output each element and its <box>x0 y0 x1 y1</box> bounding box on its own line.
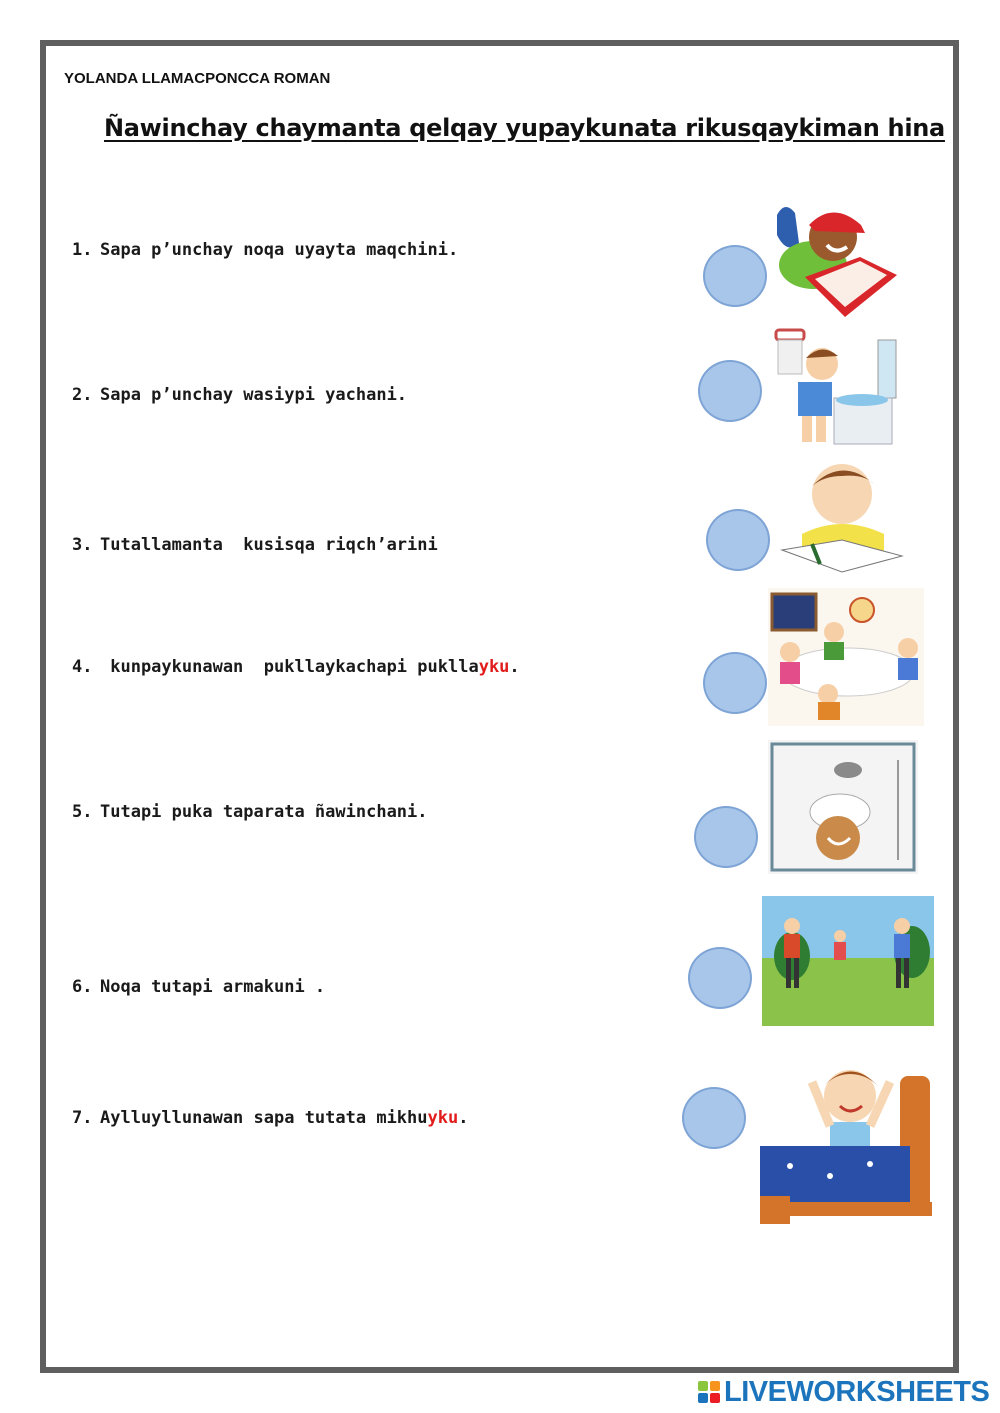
liveworksheets-logo-icon <box>698 1381 720 1403</box>
item-text: Tutapi puka taparata ñawinchani. <box>100 802 428 822</box>
item-text: kunpaykunawan pukllaykachapi puklla <box>100 657 479 677</box>
kids-playing-park-icon <box>762 896 934 1026</box>
item-text: Tutallamanta kusisqa riqch’arini <box>100 535 438 555</box>
item-text: Aylluyllunawan sapa tutata mikhu <box>100 1108 428 1128</box>
item-number: 4. <box>72 657 93 677</box>
item-number: 1. <box>72 240 93 260</box>
brand-text: LIVEWORKSHEETS <box>724 1375 990 1408</box>
item-number: 5. <box>72 802 93 822</box>
answer-circle-1[interactable] <box>703 245 767 307</box>
boy-waking-up-bed-icon <box>760 1046 936 1226</box>
boy-writing-icon <box>772 460 912 578</box>
item-6 <box>72 977 325 997</box>
answer-circle-5[interactable] <box>694 806 758 868</box>
family-dinner-icon <box>768 588 924 726</box>
item-highlight: yku <box>427 1108 459 1128</box>
item-7 <box>72 1108 468 1128</box>
item-text: Sapa p’unchay wasiypi yachani. <box>100 385 408 405</box>
item-number: 6. <box>72 977 93 997</box>
item-number: 3. <box>72 535 93 555</box>
answer-circle-6[interactable] <box>688 947 752 1009</box>
item-5 <box>72 802 428 822</box>
item-number: 7. <box>72 1108 93 1128</box>
item-2 <box>72 385 407 405</box>
item-3 <box>72 535 438 555</box>
liveworksheets-logo <box>698 1377 989 1407</box>
item-text: Noqa tutapi armakuni . <box>100 977 326 997</box>
answer-circle-2[interactable] <box>698 360 762 422</box>
worksheet-title: Ñawinchay chaymanta qelqay yupaykunata rikusqaykiman hina <box>104 114 945 142</box>
item-4 <box>72 657 520 677</box>
answer-circle-3[interactable] <box>706 509 770 571</box>
item-tail: . <box>509 657 520 677</box>
item-highlight: yku <box>478 657 510 677</box>
boy-washing-face-icon <box>770 328 900 448</box>
answer-circle-7[interactable] <box>682 1087 746 1149</box>
child-showering-icon <box>768 740 918 874</box>
item-1 <box>72 240 458 260</box>
item-tail: . <box>458 1108 469 1128</box>
item-number: 2. <box>72 385 93 405</box>
answer-circle-4[interactable] <box>703 652 767 714</box>
boy-reading-book-icon <box>765 195 905 323</box>
author-name: YOLANDA LLAMACPONCCA ROMAN <box>64 70 331 87</box>
item-text: Sapa p’unchay noqa uyayta maqchini. <box>100 240 459 260</box>
